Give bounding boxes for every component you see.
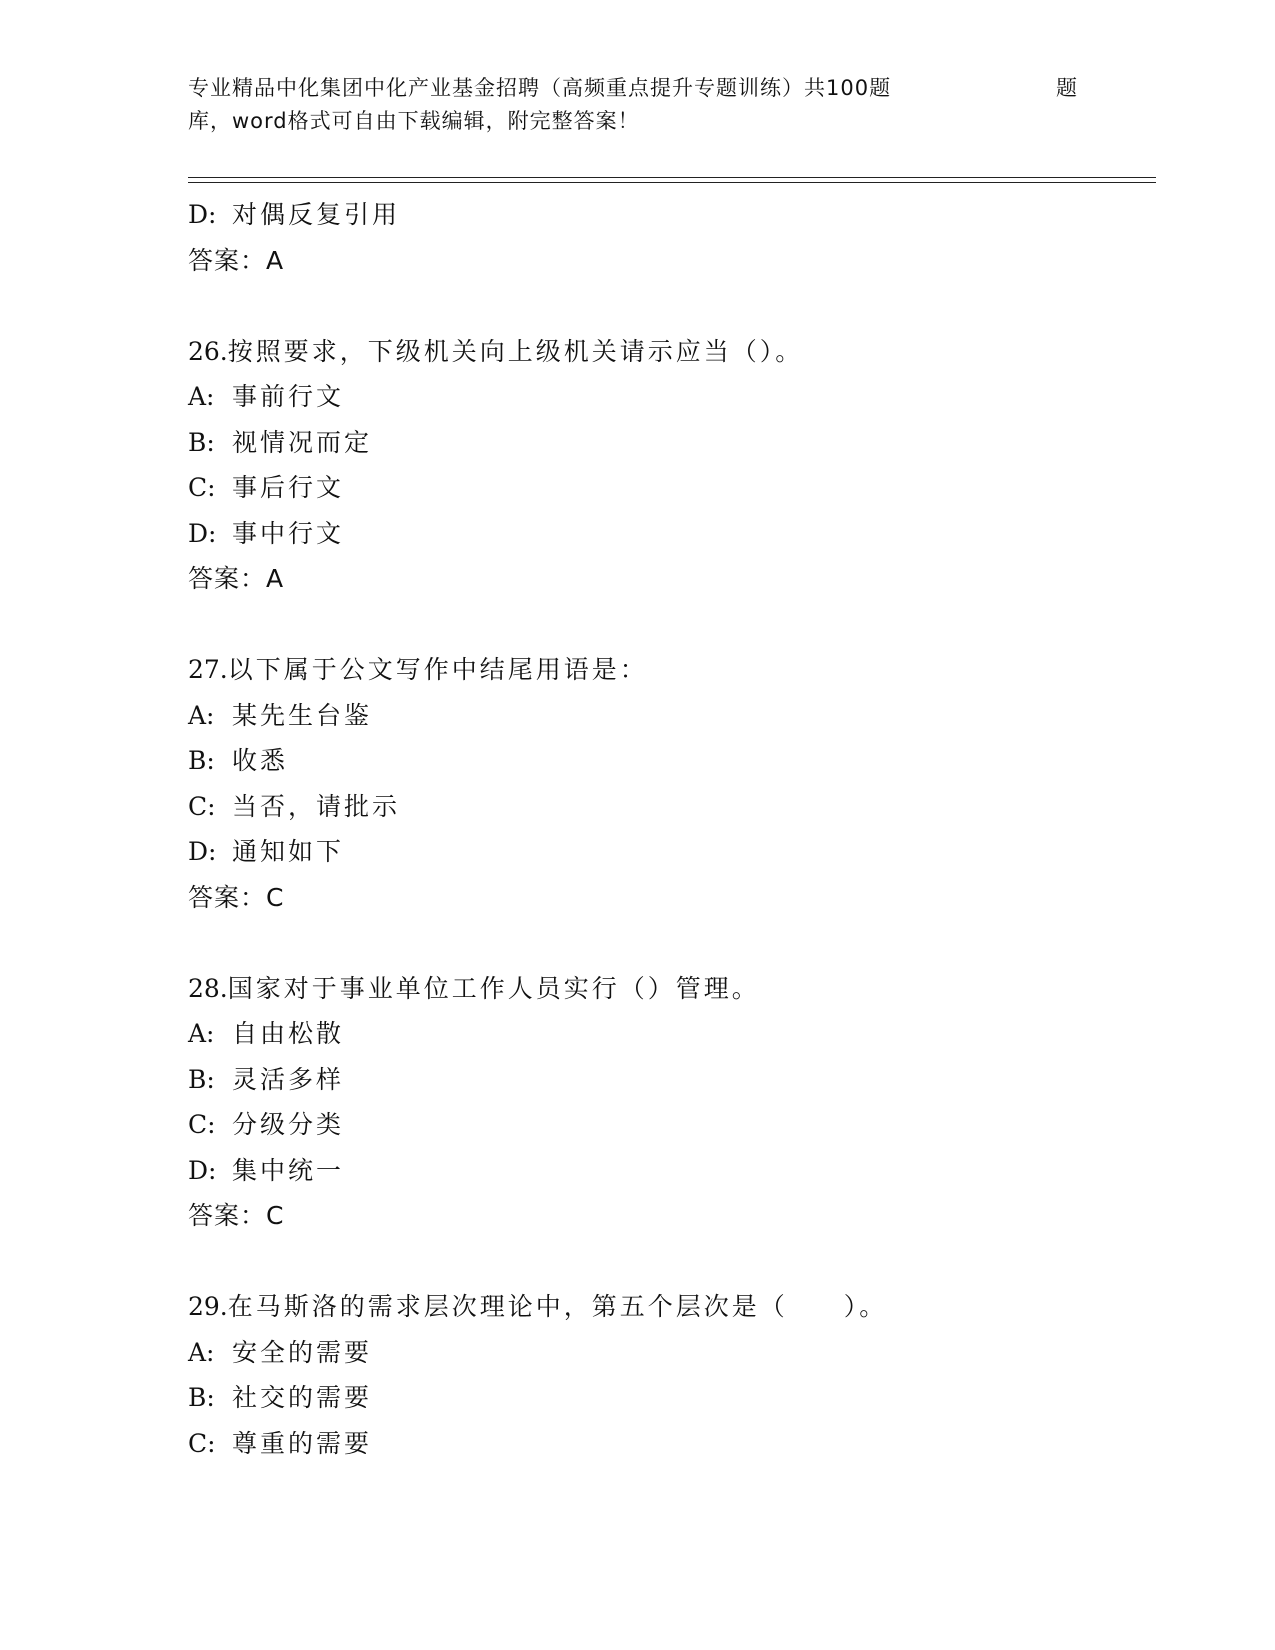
option-text: 事中行文 <box>232 518 345 548</box>
question-number: 28. <box>188 973 228 1003</box>
option-key: A: <box>188 700 215 730</box>
option-key: C: <box>188 1110 216 1139</box>
option-key: D: <box>188 1155 217 1185</box>
question-text: 国家对于事业单位工作人员实行（）管理。 <box>227 973 760 1003</box>
page-header <box>188 72 1088 138</box>
option-line <box>188 1102 1148 1148</box>
question-number: 27. <box>188 655 228 684</box>
question-text: 在马斯洛的需求层次理论中，第五个层次是（ ）。 <box>227 1292 888 1321</box>
question-number: 29. <box>188 1292 228 1321</box>
option-key: A: <box>188 1337 215 1367</box>
option-line <box>188 465 1148 511</box>
answer-label: 答案： <box>188 1201 267 1230</box>
answer-value: C <box>266 882 284 912</box>
option-text: 社交的需要 <box>232 1383 373 1412</box>
option-key: D: <box>188 200 217 229</box>
option-line <box>188 1330 1148 1376</box>
answer-value: A <box>266 245 284 275</box>
option-text: 自由松散 <box>232 1019 345 1048</box>
header-title-line1-tail: 题 <box>1056 76 1078 100</box>
option-text: 灵活多样 <box>232 1064 345 1094</box>
spacer <box>188 283 1148 329</box>
option-key: D: <box>188 837 217 866</box>
option-text: 尊重的需要 <box>232 1428 373 1458</box>
question-number: 26. <box>188 336 228 366</box>
spacer <box>188 602 1148 648</box>
header-title-line1: 专业精品中化集团中化产业基金招聘（高频重点提升专题训练）共100题 <box>188 76 892 100</box>
question-stem <box>188 329 1148 375</box>
spacer <box>188 920 1148 966</box>
option-text: 集中统一 <box>232 1155 345 1185</box>
option-line <box>188 1057 1148 1103</box>
option-key: B: <box>188 1383 215 1412</box>
answer-line <box>188 1193 1148 1239</box>
question-stem <box>188 1284 1148 1330</box>
option-text: 分级分类 <box>232 1110 345 1139</box>
option-line <box>188 374 1148 420</box>
header-divider-bottom <box>188 182 1156 183</box>
option-line <box>188 784 1148 830</box>
option-text: 视情况而定 <box>232 427 373 457</box>
option-line <box>188 420 1148 466</box>
answer-label: 答案： <box>188 564 267 593</box>
option-key: C: <box>188 791 216 821</box>
option-line <box>188 1375 1148 1421</box>
option-key: B: <box>188 427 215 457</box>
option-key: C: <box>188 473 216 502</box>
option-line <box>188 829 1148 875</box>
header-title-line2: 库，word格式可自由下载编辑，附完整答案！ <box>188 109 640 133</box>
option-key: A: <box>188 382 215 411</box>
option-line <box>188 693 1148 739</box>
question-text: 以下属于公文写作中结尾用语是： <box>227 655 648 684</box>
question-text: 按照要求，下级机关向上级机关请示应当（）。 <box>227 336 804 366</box>
option-text: 事前行文 <box>232 382 345 411</box>
option-line <box>188 1011 1148 1057</box>
option-text: 事后行文 <box>232 473 345 502</box>
option-key: D: <box>188 518 217 548</box>
answer-label: 答案： <box>188 882 267 912</box>
option-line <box>188 192 1148 238</box>
answer-value: A <box>266 564 284 593</box>
option-line <box>188 1148 1148 1194</box>
option-text: 当否，请批示 <box>232 791 401 821</box>
answer-line <box>188 238 1148 284</box>
answer-value: C <box>266 1201 284 1230</box>
header-divider-top <box>188 177 1156 178</box>
option-text: 某先生台鉴 <box>232 700 373 730</box>
option-key: B: <box>188 1064 215 1094</box>
question-stem <box>188 647 1148 693</box>
option-text: 收悉 <box>232 746 289 775</box>
option-line <box>188 511 1148 557</box>
answer-label: 答案： <box>188 245 267 275</box>
answer-line <box>188 556 1148 602</box>
option-key: C: <box>188 1428 216 1458</box>
option-text: 安全的需要 <box>232 1337 373 1367</box>
option-line <box>188 1421 1148 1467</box>
option-text: 对偶反复引用 <box>232 200 401 229</box>
question-stem <box>188 966 1148 1012</box>
option-line <box>188 738 1148 784</box>
option-text: 通知如下 <box>232 837 345 866</box>
question-list <box>188 192 1148 1466</box>
option-key: A: <box>188 1019 215 1048</box>
answer-line <box>188 875 1148 921</box>
spacer <box>188 1239 1148 1285</box>
option-key: B: <box>188 746 215 775</box>
